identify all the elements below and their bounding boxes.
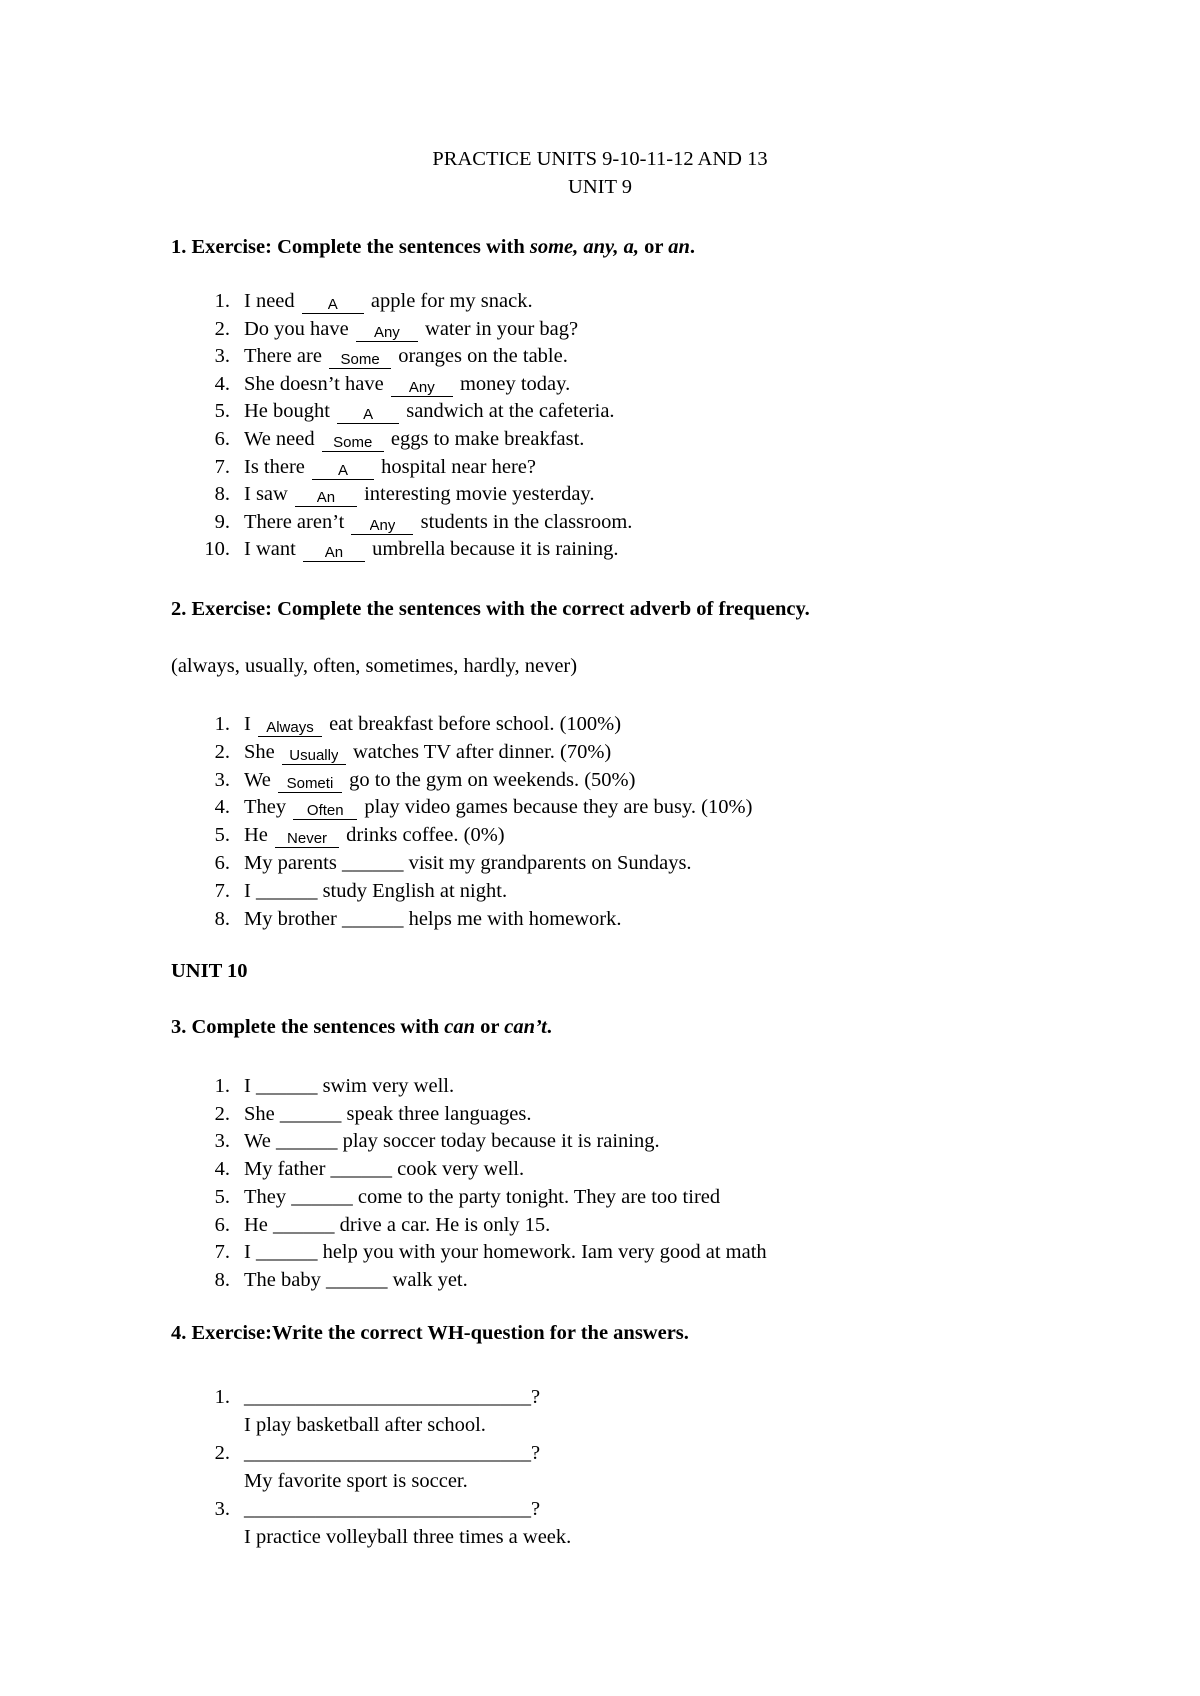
answer-blank[interactable] (356, 321, 418, 342)
item-number: 2. (214, 1102, 230, 1125)
empty-blank[interactable]: ______ (279, 1102, 342, 1125)
exercise-4-heading: 4. Exercise:Write the correct WH-question for the answers. (171, 1322, 689, 1344)
sentence (244, 880, 507, 903)
empty-blank[interactable]: ______ (325, 1268, 388, 1291)
answer-text: Some (340, 351, 380, 369)
item-number: 4. (214, 796, 230, 819)
item-number: 1. (214, 1075, 230, 1097)
given-answer: My favorite sport is soccer. (244, 1470, 468, 1492)
sentence (244, 1269, 468, 1292)
answer-text: An (316, 489, 336, 507)
item-number: 7. (214, 1241, 230, 1264)
page-title: PRACTICE UNITS 9-10-11-12 AND 13 (432, 148, 768, 170)
empty-blank[interactable]: ______ (255, 879, 318, 902)
item-number: 8. (214, 907, 230, 930)
sentence-end: go to the gym on weekends. (50%) (343, 768, 636, 791)
answer-text: A (363, 406, 374, 424)
item-number: 3. (214, 1498, 230, 1520)
sentence-start: He (244, 1213, 274, 1236)
item-number: 7. (214, 879, 230, 902)
answer-text: Always (266, 719, 314, 736)
sentence-end: apple for my snack. (365, 290, 533, 312)
empty-blank[interactable]: ______ (255, 1241, 318, 1264)
sentence-start: My father (244, 1158, 331, 1181)
answer-blank[interactable] (293, 799, 357, 820)
item-number: 9. (214, 510, 230, 533)
sentence-end: cook very well. (392, 1158, 525, 1181)
item-number: 4. (214, 1158, 230, 1181)
answer-blank[interactable] (258, 716, 322, 737)
sentence-start: She (244, 1102, 280, 1125)
item-number: 4. (214, 372, 230, 395)
sentence-end: money today. (454, 372, 571, 395)
answer-blank[interactable] (278, 772, 342, 793)
answer-blank[interactable] (302, 293, 364, 314)
sentence (244, 852, 692, 875)
sentence-start: I want (244, 538, 301, 561)
sentence-end: oranges on the table. (393, 345, 568, 368)
answer-blank[interactable] (295, 486, 357, 507)
sentence (244, 796, 752, 820)
item-number: 2. (214, 1442, 230, 1464)
answer-text: Some (333, 434, 373, 451)
answer-text: Often (306, 802, 344, 820)
answer-text: Usually (289, 746, 339, 764)
sentence-start: He bought (244, 400, 336, 423)
given-answer: I play basketball after school. (244, 1414, 486, 1436)
item-number: 7. (214, 455, 230, 478)
item-number: 6. (214, 1213, 230, 1236)
item-number: 3. (214, 345, 230, 368)
item-number: 1. (214, 713, 230, 735)
empty-blank[interactable]: ______ (291, 1185, 353, 1208)
item-number: 6. (214, 852, 230, 874)
answer-blank[interactable] (322, 431, 384, 452)
sentence (244, 1214, 550, 1237)
sentence-end: helps me with homework. (403, 907, 622, 930)
question-blank[interactable]: ____________________________? (244, 1498, 541, 1520)
answer-text: Any (373, 323, 400, 341)
sentence-start: He (244, 824, 274, 847)
sentence (244, 290, 533, 314)
answer-blank[interactable] (312, 459, 374, 480)
sentence-end: umbrella because it is raining. (366, 538, 619, 561)
sentence-end: eat breakfast before school. (100%) (323, 713, 622, 735)
answer-text: Never (287, 830, 328, 848)
sentence (244, 483, 594, 507)
sentence (244, 1158, 524, 1181)
sentence (244, 1241, 767, 1264)
sentence-start: I (244, 1075, 256, 1097)
question-blank[interactable]: ____________________________? (244, 1386, 541, 1408)
sentence (244, 1186, 720, 1209)
sentence-start: We (244, 768, 276, 791)
exercise-3-heading: 3. Complete the sentences with can or can’t. (171, 1016, 552, 1038)
empty-blank[interactable]: ______ (275, 1130, 338, 1153)
answer-blank[interactable] (303, 541, 365, 562)
sentence (244, 456, 536, 480)
sentence-start: The baby (244, 1268, 326, 1291)
item-number: 1. (214, 1386, 230, 1408)
empty-blank[interactable]: ______ (255, 1075, 318, 1097)
sentence (244, 1103, 532, 1126)
item-number: 1. (214, 290, 230, 312)
item-number: 6. (214, 428, 230, 450)
answer-text: An (324, 544, 344, 562)
exercise-1-heading: 1. Exercise: Complete the sentences with some, any, a, or an. (171, 236, 696, 258)
sentence-start: Do you have (244, 317, 354, 340)
sentence-end: play soccer today because it is raining. (337, 1130, 660, 1153)
sentence-end: come to the party tonight. They are too tired (352, 1185, 721, 1208)
sentence (244, 373, 570, 397)
sentence (244, 1075, 454, 1098)
exercise-2-heading: 2. Exercise: Complete the sentences with the correct adverb of frequency. (171, 598, 810, 620)
sentence-start: We (244, 1130, 276, 1153)
sentence (244, 824, 505, 848)
answer-blank[interactable] (282, 744, 346, 765)
sentence-start: They (244, 1185, 292, 1208)
answer-text: Any (369, 516, 396, 534)
item-number: 5. (214, 824, 230, 847)
sentence-start: My brother (244, 907, 342, 930)
sentence-end: swim very well. (317, 1075, 455, 1097)
sentence (244, 713, 621, 737)
item-number: 3. (214, 1130, 230, 1153)
item-number: 8. (214, 483, 230, 506)
item-number: 3. (214, 768, 230, 791)
item-number: 2. (214, 740, 230, 763)
question-blank[interactable]: ____________________________? (244, 1442, 541, 1464)
given-answer: I practice volleyball three times a week. (244, 1526, 572, 1548)
sentence-end: eggs to make breakfast. (385, 428, 585, 450)
sentence-start: She doesn’t have (244, 372, 389, 395)
answer-text: A (338, 461, 349, 479)
item-number: 5. (214, 1185, 230, 1208)
empty-blank[interactable]: ______ (330, 1158, 393, 1181)
answer-blank[interactable] (337, 403, 399, 424)
sentence (244, 318, 578, 342)
sentence-end: interesting movie yesterday. (358, 483, 595, 506)
sentence-start: Is there (244, 455, 311, 478)
sentence-start: I (244, 1241, 256, 1264)
answer-text: A (327, 296, 338, 313)
sentence-start: I need (244, 290, 300, 312)
sentence-start: They (244, 796, 292, 819)
sentence-start: My parents (244, 852, 342, 874)
empty-blank[interactable]: ______ (273, 1213, 335, 1236)
sentence-end: sandwich at the cafeteria. (401, 400, 615, 423)
sentence-start: I (244, 713, 256, 735)
sentence-start: I (244, 879, 256, 902)
empty-blank[interactable]: ______ (341, 907, 404, 930)
sentence (244, 908, 622, 931)
sentence-end: drinks coffee. (0%) (341, 824, 505, 847)
sentence (244, 345, 568, 369)
item-number: 8. (214, 1268, 230, 1291)
answer-blank[interactable] (391, 376, 453, 397)
sentence-end: watches TV after dinner. (70%) (347, 740, 612, 763)
answer-blank[interactable] (329, 348, 391, 369)
item-number: 5. (214, 400, 230, 423)
item-number: 10. (204, 538, 230, 561)
sentence-start: There are (244, 345, 328, 368)
sentence-start: I saw (244, 483, 293, 506)
item-number: 2. (214, 317, 230, 340)
sentence (244, 741, 611, 765)
sentence-end: drive a car. He is only 15. (334, 1213, 551, 1236)
sentence-start: We need (244, 428, 320, 450)
sentence-end: speak three languages. (341, 1102, 532, 1125)
sentence-start: She (244, 740, 280, 763)
empty-blank[interactable]: ______ (341, 852, 404, 874)
sentence-end: students in the classroom. (415, 510, 633, 533)
answer-text: Someti (286, 774, 334, 792)
sentence (244, 428, 584, 452)
sentence-end: visit my grandparents on Sundays. (403, 852, 692, 874)
sentence-end: walk yet. (387, 1268, 468, 1291)
answer-text: Any (408, 378, 435, 396)
sentence-start: There aren’t (244, 510, 350, 533)
sentence-end: study English at night. (317, 879, 508, 902)
answer-blank[interactable] (351, 514, 413, 535)
sentence (244, 538, 619, 562)
answer-blank[interactable] (275, 827, 339, 848)
sentence-end: hospital near here? (376, 455, 536, 478)
sentence (244, 1130, 660, 1153)
sentence (244, 511, 632, 535)
unit-10-label: UNIT 10 (171, 960, 248, 982)
sentence-end: water in your bag? (419, 317, 579, 340)
sentence-end: play video games because they are busy. (10%) (359, 796, 753, 819)
sentence (244, 769, 635, 793)
unit-9-label: UNIT 9 (568, 176, 632, 198)
sentence (244, 400, 615, 424)
word-bank: (always, usually, often, sometimes, hardly, never) (171, 655, 578, 677)
sentence-end: help you with your homework. Iam very good at math (317, 1241, 767, 1264)
